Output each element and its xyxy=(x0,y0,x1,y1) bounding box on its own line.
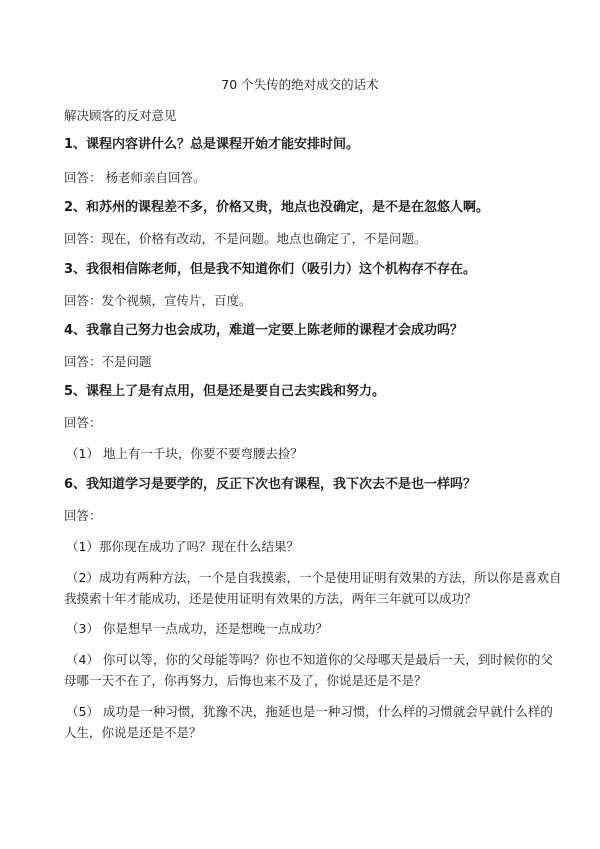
sub-answer-6-5: （5） 成功是一种习惯，犹豫不决，拖延也是一种习惯，什么样的习惯就会早就什么样的 xyxy=(66,704,553,719)
question-1: 1、课程内容讲什么？总是课程开始才能安排时间。 xyxy=(64,137,360,152)
answer-1: 回答： 杨老师亲自回答。 xyxy=(64,170,206,185)
sub-answer-6-4: （4） 你可以等，你的父母能等吗？你也不知道你的父母哪天是最后一天，到时候你的父 xyxy=(66,652,553,667)
question-6: 6、我知道学习是要学的，反正下次也有课程，我下次去不是也一样吗？ xyxy=(64,477,477,492)
document-title: 70 个失传的绝对成交的话术 xyxy=(221,77,379,92)
sub-answer-6-5-cont: 人生，你说是还是不是？ xyxy=(64,725,202,740)
sub-answer-5-1: （1） 地上有一千块，你要不要弯腰去捡？ xyxy=(66,446,303,461)
answer-2: 回答：现在，价格有改动，不是问题。地点也确定了，不是问题。 xyxy=(64,231,427,246)
sub-answer-6-3: （3） 你是想早一点成功，还是想晚一点成功？ xyxy=(66,621,328,636)
question-4: 4、我靠自己努力也会成功，难道一定要上陈老师的课程才会成功吗？ xyxy=(64,323,464,338)
sub-answer-6-2-cont: 我摸索十年才能成功，还是使用证明有效果的方法，两年三年就可以成功？ xyxy=(64,591,477,606)
sub-answer-6-4-cont: 母哪一天不在了，你再努力，后悔也来不及了，你说是还是不是？ xyxy=(64,673,427,688)
sub-answer-6-1: （1）那你现在成功了吗？现在什么结果？ xyxy=(66,539,299,554)
answer-3: 回答：发个视频，宣传片，百度。 xyxy=(64,293,252,308)
answer-6: 回答： xyxy=(64,508,102,523)
answer-4: 回答：不是问题 xyxy=(64,354,152,369)
question-5: 5、课程上了是有点用，但是还是要自己去实践和努力。 xyxy=(64,384,386,399)
question-2: 2、和苏州的课程差不多，价格又贵，地点也没确定，是不是在忽悠人啊。 xyxy=(64,200,490,215)
answer-5: 回答： xyxy=(64,415,102,430)
section-heading: 解决顾客的反对意见 xyxy=(64,108,177,123)
sub-answer-6-2: （2）成功有两种方法，一个是自我摸索，一个是使用证明有效果的方法，所以你是喜欢自 xyxy=(66,570,562,585)
question-3: 3、我很相信陈老师，但是我不知道你们（吸引力）这个机构存不存在。 xyxy=(64,262,477,277)
